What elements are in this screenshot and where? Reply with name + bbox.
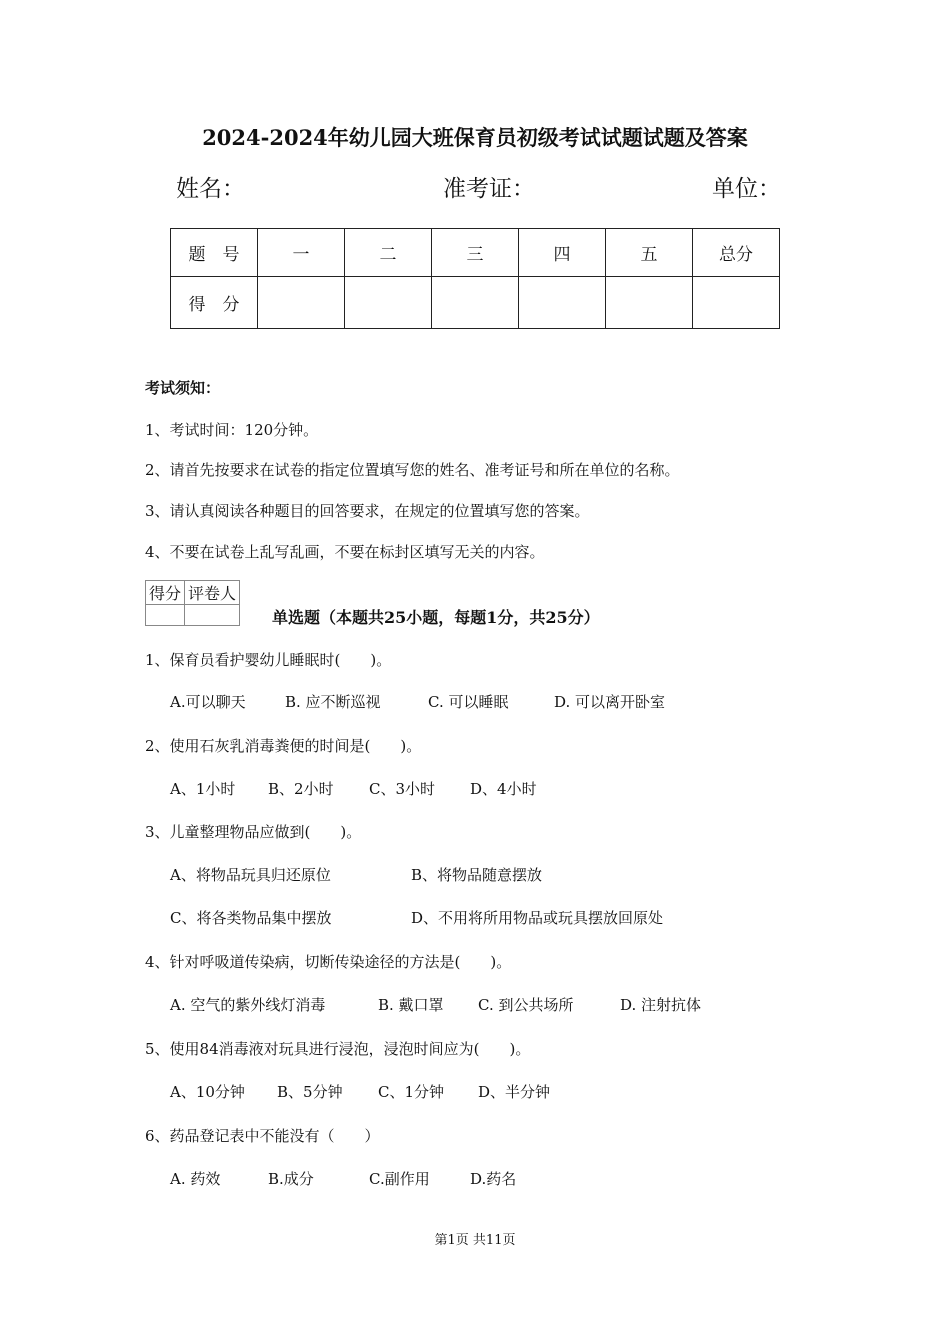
grader-blank-cell [185, 605, 240, 626]
score-table-cell: 二 [345, 229, 432, 277]
option-b: B、2小时 [268, 780, 334, 798]
option-c: C. 可以睡眠 [428, 693, 509, 711]
option-a: A、1小时 [170, 780, 236, 798]
notice-item: 3、请认真阅读各种题目的回答要求，在规定的位置填写您的答案。 [145, 502, 590, 520]
notice-heading: 考试须知： [145, 379, 221, 397]
grader-score-label: 得分 [146, 581, 185, 605]
notice-item: 2、请首先按要求在试卷的指定位置填写您的姓名、准考证号和所在单位的名称。 [145, 461, 680, 479]
grader-box [145, 580, 240, 626]
name-field-label: 姓名： [176, 176, 245, 202]
question-text: 6、药品登记表中不能没有（ ） [145, 1127, 380, 1145]
notice-item: 4、不要在试卷上乱写乱画，不要在标封区填写无关的内容。 [145, 543, 545, 561]
exam-number-field-label: 准考证： [443, 176, 535, 202]
option-d: D. 可以离开卧室 [554, 693, 666, 711]
unit-field-label: 单位： [712, 176, 781, 202]
option-d: D、4小时 [470, 780, 537, 798]
notice-item: 1、考试时间：120分钟。 [145, 421, 319, 439]
option-a: A、10分钟 [170, 1083, 245, 1101]
question-text: 3、儿童整理物品应做到( )。 [145, 823, 362, 841]
option-d: D、半分钟 [478, 1083, 551, 1101]
score-table-score-row [171, 277, 780, 329]
option-c: C. 到公共场所 [478, 996, 574, 1014]
score-table-cell: 总分 [693, 229, 780, 277]
score-table-header-row [171, 229, 780, 277]
document-title: 2024-2024年幼儿园大班保育员初级考试试题试题及答案 [202, 125, 748, 150]
section-title: 单选题（本题共25小题，每题1分，共25分） [272, 608, 600, 627]
option-a: A. 药效 [170, 1170, 221, 1188]
score-table-cell: 得 分 [171, 277, 258, 329]
score-table-cell: 四 [519, 229, 606, 277]
question-text: 5、使用84消毒液对玩具进行浸泡，浸泡时间应为( )。 [145, 1040, 531, 1058]
score-table-cell: 三 [432, 229, 519, 277]
option-c: C.副作用 [369, 1170, 430, 1188]
option-a: A. 空气的紫外线灯消毒 [170, 996, 326, 1014]
score-table-blank-cell [432, 277, 519, 329]
option-c: C、将各类物品集中摆放 [170, 909, 332, 927]
option-b: B.成分 [268, 1170, 314, 1188]
option-c: C、1分钟 [378, 1083, 445, 1101]
score-table-cell: 题 号 [171, 229, 258, 277]
option-d: D、不用将所用物品或玩具摆放回原处 [411, 909, 664, 927]
score-table-blank-cell [519, 277, 606, 329]
option-b: B. 应不断巡视 [285, 693, 381, 711]
option-b: B、将物品随意摆放 [411, 866, 543, 884]
question-text: 1、保育员看护婴幼儿睡眠时( )。 [145, 651, 392, 669]
question-text: 2、使用石灰乳消毒粪便的时间是( )。 [145, 737, 422, 755]
option-a: A、将物品玩具归还原位 [170, 866, 331, 884]
option-d: D.药名 [470, 1170, 517, 1188]
score-table-blank-cell [606, 277, 693, 329]
option-a: A.可以聊天 [170, 693, 246, 711]
option-b: B、5分钟 [277, 1083, 343, 1101]
score-table-cell: 一 [258, 229, 345, 277]
score-table-cell: 五 [606, 229, 693, 277]
question-text: 4、针对呼吸道传染病，切断传染途径的方法是( )。 [145, 953, 512, 971]
option-c: C、3小时 [369, 780, 436, 798]
option-b: B. 戴口罩 [378, 996, 444, 1014]
score-table-blank-cell [693, 277, 780, 329]
page-footer: 第1页 共11页 [434, 1233, 516, 1248]
grader-reviewer-label: 评卷人 [185, 581, 240, 605]
score-table-blank-cell [258, 277, 345, 329]
grader-blank-cell [146, 605, 185, 626]
score-table [170, 228, 780, 329]
score-table-blank-cell [345, 277, 432, 329]
option-d: D. 注射抗体 [620, 996, 702, 1014]
